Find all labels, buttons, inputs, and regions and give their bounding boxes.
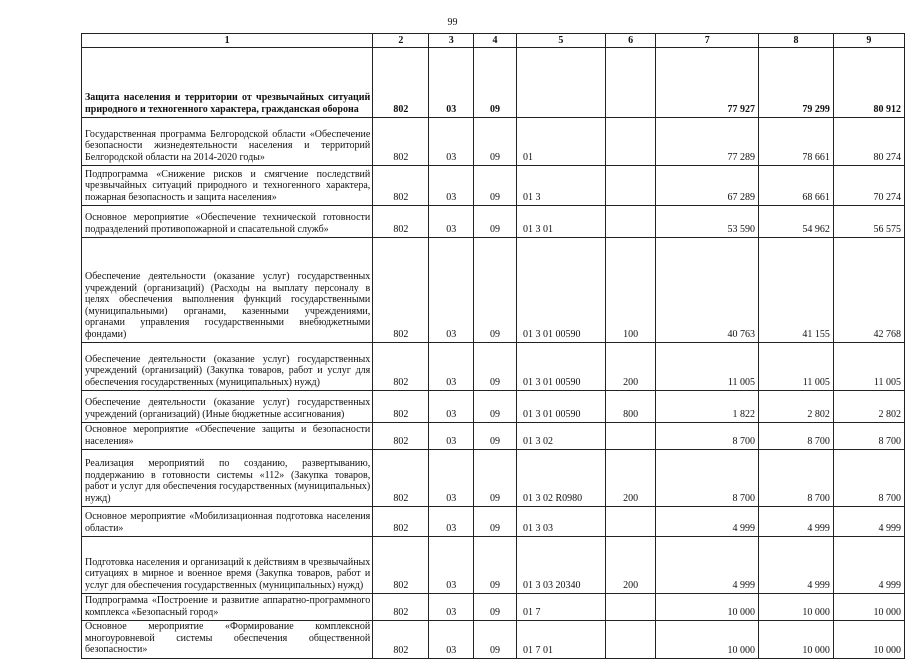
subsection-cell: 09 bbox=[474, 238, 517, 343]
expense-type-cell bbox=[605, 507, 656, 537]
code-cell: 802 bbox=[373, 450, 429, 507]
table-row bbox=[82, 537, 905, 594]
expense-type-cell bbox=[605, 48, 656, 118]
code-cell: 802 bbox=[373, 343, 429, 391]
subsection-cell: 09 bbox=[474, 507, 517, 537]
code-cell: 802 bbox=[373, 621, 429, 659]
expense-type-cell: 800 bbox=[605, 391, 656, 423]
section-cell: 03 bbox=[429, 166, 474, 206]
amount-cell: 8 700 bbox=[833, 450, 904, 507]
table-row bbox=[82, 238, 905, 343]
table-row bbox=[82, 343, 905, 391]
column-header-row bbox=[82, 34, 905, 48]
row-name-cell: Обеспечение деятельности (оказание услуг) государственных учреждений (организаций) (Расходы на выплату персоналу в целях обеспечения выполнения функций государственными (муниципальными) органами, казенными учреждениями, органами управления государственными внебюджетными фондами) bbox=[82, 238, 373, 343]
amount-cell: 2 802 bbox=[759, 391, 834, 423]
subsection-cell: 09 bbox=[474, 537, 517, 594]
amount-cell: 4 999 bbox=[833, 507, 904, 537]
section-cell: 03 bbox=[429, 594, 474, 621]
section-cell: 03 bbox=[429, 48, 474, 118]
budget-table bbox=[81, 33, 905, 659]
amount-cell: 11 005 bbox=[656, 343, 759, 391]
subsection-cell: 09 bbox=[474, 48, 517, 118]
amount-cell: 10 000 bbox=[656, 621, 759, 659]
target-article-cell: 01 3 02 bbox=[516, 423, 605, 450]
amount-cell: 10 000 bbox=[759, 594, 834, 621]
subsection-cell: 09 bbox=[474, 594, 517, 621]
row-name-cell: Основное мероприятие «Мобилизационная подготовка населения области» bbox=[82, 507, 373, 537]
amount-cell: 2 802 bbox=[833, 391, 904, 423]
table-row bbox=[82, 206, 905, 238]
amount-cell: 11 005 bbox=[833, 343, 904, 391]
section-cell: 03 bbox=[429, 450, 474, 507]
row-name-cell: Обеспечение деятельности (оказание услуг) государственных учреждений (организаций) (Закупка товаров, работ и услуг для обеспечения государственных (муниципальных) нужд) bbox=[82, 343, 373, 391]
amount-cell: 10 000 bbox=[833, 621, 904, 659]
page-number: 99 bbox=[447, 17, 458, 28]
row-name-cell: Основное мероприятие «Обеспечение защиты и безопасности населения» bbox=[82, 423, 373, 450]
amount-cell: 8 700 bbox=[656, 423, 759, 450]
table-row bbox=[82, 507, 905, 537]
code-cell: 802 bbox=[373, 507, 429, 537]
target-article-cell: 01 bbox=[516, 118, 605, 166]
subsection-cell: 09 bbox=[474, 166, 517, 206]
amount-cell: 8 700 bbox=[759, 450, 834, 507]
expense-type-cell bbox=[605, 423, 656, 450]
section-cell: 03 bbox=[429, 537, 474, 594]
code-cell: 802 bbox=[373, 118, 429, 166]
amount-cell: 77 289 bbox=[656, 118, 759, 166]
code-cell: 802 bbox=[373, 238, 429, 343]
column-header: 3 bbox=[429, 34, 474, 48]
table-row bbox=[82, 166, 905, 206]
amount-cell: 68 661 bbox=[759, 166, 834, 206]
subsection-cell: 09 bbox=[474, 206, 517, 238]
target-article-cell: 01 3 02 R0980 bbox=[516, 450, 605, 507]
subsection-cell: 09 bbox=[474, 391, 517, 423]
amount-cell: 10 000 bbox=[759, 621, 834, 659]
expense-type-cell bbox=[605, 594, 656, 621]
amount-cell: 4 999 bbox=[656, 537, 759, 594]
table-row bbox=[82, 391, 905, 423]
section-cell: 03 bbox=[429, 206, 474, 238]
target-article-cell: 01 3 01 00590 bbox=[516, 238, 605, 343]
section-cell: 03 bbox=[429, 118, 474, 166]
row-name-cell: Защита населения и территории от чрезвычайных ситуаций природного и техногенного характера, гражданская оборона bbox=[82, 48, 373, 118]
subsection-cell: 09 bbox=[474, 343, 517, 391]
target-article-cell: 01 3 bbox=[516, 166, 605, 206]
target-article-cell bbox=[516, 48, 605, 118]
column-header: 5 bbox=[516, 34, 605, 48]
section-cell: 03 bbox=[429, 391, 474, 423]
table-row bbox=[82, 450, 905, 507]
amount-cell: 4 999 bbox=[656, 507, 759, 537]
target-article-cell: 01 7 bbox=[516, 594, 605, 621]
expense-type-cell: 200 bbox=[605, 343, 656, 391]
amount-cell: 67 289 bbox=[656, 166, 759, 206]
code-cell: 802 bbox=[373, 48, 429, 118]
code-cell: 802 bbox=[373, 391, 429, 423]
code-cell: 802 bbox=[373, 166, 429, 206]
amount-cell: 10 000 bbox=[833, 594, 904, 621]
subsection-cell: 09 bbox=[474, 118, 517, 166]
row-name-cell: Обеспечение деятельности (оказание услуг) государственных учреждений (организаций) (Иные бюджетные ассигнования) bbox=[82, 391, 373, 423]
amount-cell: 10 000 bbox=[656, 594, 759, 621]
amount-cell: 79 299 bbox=[759, 48, 834, 118]
subsection-cell: 09 bbox=[474, 450, 517, 507]
amount-cell: 54 962 bbox=[759, 206, 834, 238]
expense-type-cell bbox=[605, 118, 656, 166]
expense-type-cell: 200 bbox=[605, 450, 656, 507]
subsection-cell: 09 bbox=[474, 423, 517, 450]
code-cell: 802 bbox=[373, 206, 429, 238]
amount-cell: 53 590 bbox=[656, 206, 759, 238]
table-row bbox=[82, 118, 905, 166]
column-header: 4 bbox=[474, 34, 517, 48]
table-row bbox=[82, 48, 905, 118]
target-article-cell: 01 3 01 00590 bbox=[516, 343, 605, 391]
column-header: 1 bbox=[82, 34, 373, 48]
row-name-cell: Основное мероприятие «Формирование комплексной многоуровневой системы обеспечения общественной безопасности» bbox=[82, 621, 373, 659]
table-row bbox=[82, 621, 905, 659]
section-cell: 03 bbox=[429, 507, 474, 537]
column-header: 6 bbox=[605, 34, 656, 48]
target-article-cell: 01 3 03 20340 bbox=[516, 537, 605, 594]
column-header: 7 bbox=[656, 34, 759, 48]
row-name-cell: Подготовка населения и организаций к действиям в чрезвычайных ситуациях в мирное и военное время (Закупка товаров, работ и услуг для обеспечения государственных (муниципальных) нужд) bbox=[82, 537, 373, 594]
row-name-cell: Подпрограмма «Построение и развитие аппаратно-программного комплекса «Безопасный город» bbox=[82, 594, 373, 621]
amount-cell: 4 999 bbox=[759, 537, 834, 594]
amount-cell: 41 155 bbox=[759, 238, 834, 343]
target-article-cell: 01 3 01 00590 bbox=[516, 391, 605, 423]
amount-cell: 8 700 bbox=[833, 423, 904, 450]
column-header: 2 bbox=[373, 34, 429, 48]
expense-type-cell bbox=[605, 166, 656, 206]
target-article-cell: 01 3 03 bbox=[516, 507, 605, 537]
expense-type-cell bbox=[605, 206, 656, 238]
amount-cell: 4 999 bbox=[833, 537, 904, 594]
expense-type-cell: 100 bbox=[605, 238, 656, 343]
target-article-cell: 01 7 01 bbox=[516, 621, 605, 659]
amount-cell: 42 768 bbox=[833, 238, 904, 343]
section-cell: 03 bbox=[429, 621, 474, 659]
amount-cell: 1 822 bbox=[656, 391, 759, 423]
amount-cell: 80 274 bbox=[833, 118, 904, 166]
amount-cell: 4 999 bbox=[759, 507, 834, 537]
row-name-cell: Реализация мероприятий по созданию, развертыванию, поддержанию в готовности системы «112» (Закупка товаров, работ и услуг для обеспечения государственных (муниципальных) нужд) bbox=[82, 450, 373, 507]
code-cell: 802 bbox=[373, 423, 429, 450]
row-name-cell: Подпрограмма «Снижение рисков и смягчение последствий чрезвычайных ситуаций природного и техногенного характера, пожарная безопасность и защита населения» bbox=[82, 166, 373, 206]
section-cell: 03 bbox=[429, 423, 474, 450]
row-name-cell: Основное мероприятие «Обеспечение технической готовности подразделений противопожарной и спасательной служб» bbox=[82, 206, 373, 238]
amount-cell: 78 661 bbox=[759, 118, 834, 166]
amount-cell: 40 763 bbox=[656, 238, 759, 343]
subsection-cell: 09 bbox=[474, 621, 517, 659]
amount-cell: 8 700 bbox=[759, 423, 834, 450]
amount-cell: 11 005 bbox=[759, 343, 834, 391]
expense-type-cell: 200 bbox=[605, 537, 656, 594]
amount-cell: 56 575 bbox=[833, 206, 904, 238]
section-cell: 03 bbox=[429, 238, 474, 343]
target-article-cell: 01 3 01 bbox=[516, 206, 605, 238]
amount-cell: 70 274 bbox=[833, 166, 904, 206]
amount-cell: 77 927 bbox=[656, 48, 759, 118]
amount-cell: 80 912 bbox=[833, 48, 904, 118]
table-row bbox=[82, 594, 905, 621]
column-header: 9 bbox=[833, 34, 904, 48]
code-cell: 802 bbox=[373, 594, 429, 621]
code-cell: 802 bbox=[373, 537, 429, 594]
column-header: 8 bbox=[759, 34, 834, 48]
row-name-cell: Государственная программа Белгородской области «Обеспечение безопасности жизнедеятельности населения и территорий Белгородской области на 2014-2020 годы» bbox=[82, 118, 373, 166]
expense-type-cell bbox=[605, 621, 656, 659]
table-row bbox=[82, 423, 905, 450]
amount-cell: 8 700 bbox=[656, 450, 759, 507]
section-cell: 03 bbox=[429, 343, 474, 391]
